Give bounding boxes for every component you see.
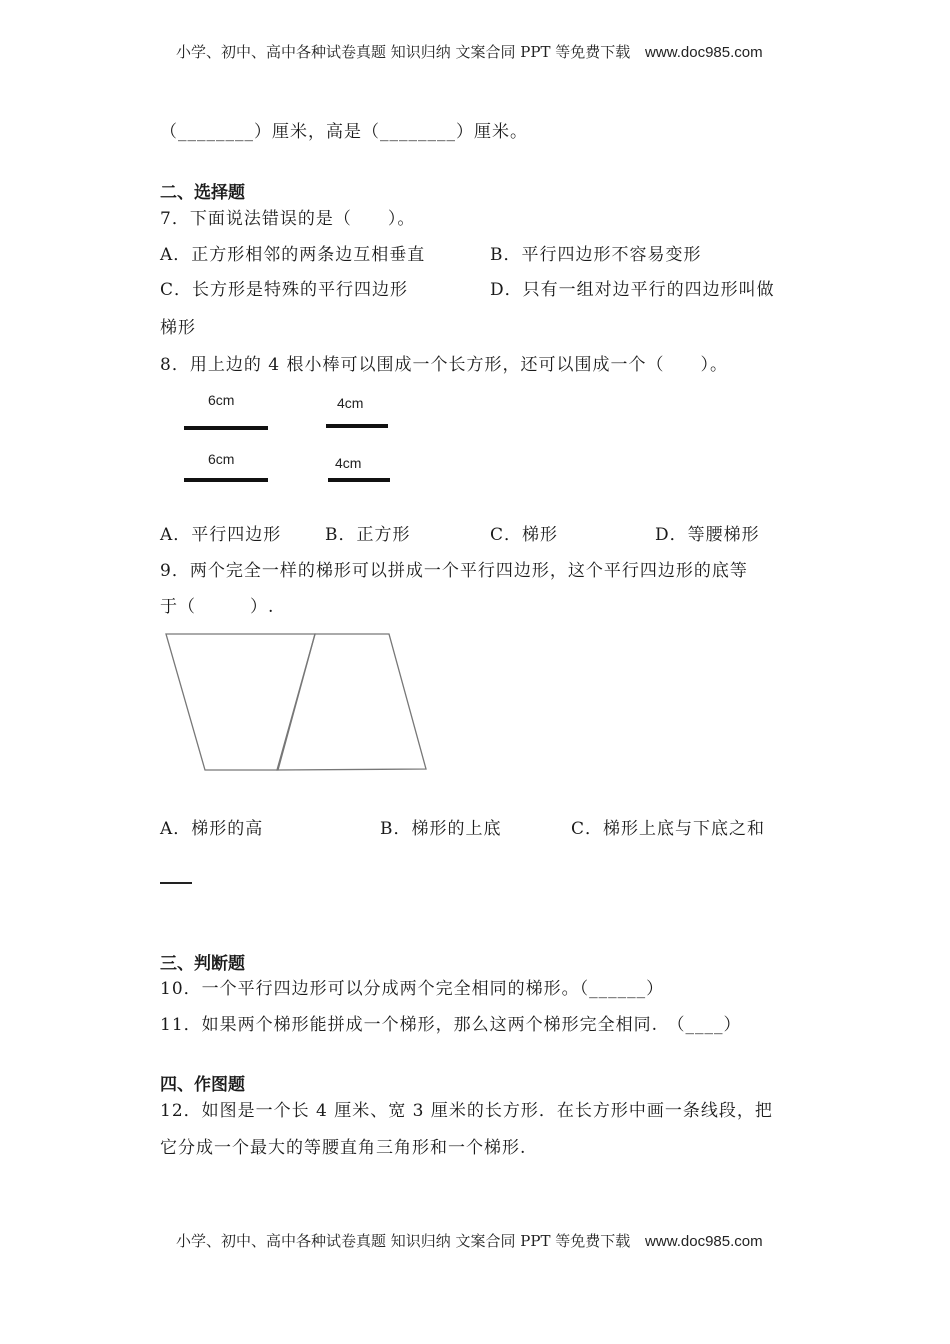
stick-label: 4cm (337, 395, 364, 411)
stick-label: 4cm (335, 455, 362, 471)
q9-stem-line2: 于（ ）. (160, 597, 275, 617)
two-trapezoids-figure (160, 628, 435, 778)
q11-statement: 11．如果两个梯形能拼成一个梯形，那么这两个梯形完全相同. （____） (160, 1015, 742, 1035)
q12-line2: 它分成一个最大的等腰直角三角形和一个梯形. (160, 1138, 527, 1158)
header-url[interactable]: www.doc985.com (645, 44, 763, 61)
q9-option-b: B．梯形的上底 (380, 819, 502, 839)
continued-question-line: （________）厘米，高是（________）厘米。 (160, 122, 528, 142)
q9-stem-line1: 9．两个完全一样的梯形可以拼成一个平行四边形，这个平行四边形的底等 (160, 561, 748, 581)
q8-stem: 8．用上边的 4 根小棒可以围成一个长方形，还可以围成一个（ ）。 (160, 355, 728, 375)
q9-option-c: C．梯形上底与下底之和 (571, 819, 766, 839)
short-rule (160, 882, 192, 884)
page-footer (176, 1230, 763, 1251)
q7-option-d: D．只有一组对边平行的四边形叫做 (490, 280, 775, 300)
trapezoid-left (166, 634, 315, 770)
stick (184, 426, 268, 430)
stick (184, 478, 268, 482)
header-text: 小学、初中、高中各种试卷真题 知识归纳 文案合同 PPT 等免费下载 (176, 43, 631, 61)
section-title-drawing: 四、作图题 (160, 1075, 245, 1095)
stick (326, 424, 388, 428)
q7-stem: 7．下面说法错误的是（ ）。 (160, 209, 416, 229)
section-title-choice: 二、选择题 (160, 183, 245, 203)
q7-option-d-continued: 梯形 (160, 318, 196, 338)
q9-option-a: A．梯形的高 (160, 819, 264, 839)
stick-label: 6cm (208, 392, 235, 408)
q7-option-b: B．平行四边形不容易变形 (490, 245, 702, 265)
page-header (176, 41, 763, 62)
trapezoid-right (277, 634, 426, 770)
section-title-judgement: 三、判断题 (160, 954, 245, 974)
q7-option-a: A．正方形相邻的两条边互相垂直 (160, 245, 426, 265)
stick (328, 478, 390, 482)
q12-line1: 12．如图是一个长 4 厘米、宽 3 厘米的长方形．在长方形中画一条线段，把 (160, 1101, 773, 1121)
q8-option-c: C．梯形 (490, 525, 559, 545)
q8-option-d: D．等腰梯形 (655, 525, 760, 545)
footer-url[interactable]: www.doc985.com (645, 1233, 763, 1250)
q10-statement: 10．一个平行四边形可以分成两个完全相同的梯形。（______） (160, 979, 665, 999)
q8-option-b: B．正方形 (325, 525, 411, 545)
stick-label: 6cm (208, 451, 235, 467)
footer-text: 小学、初中、高中各种试卷真题 知识归纳 文案合同 PPT 等免费下载 (176, 1232, 631, 1250)
q7-option-c: C．长方形是特殊的平行四边形 (160, 280, 409, 300)
q8-option-a: A．平行四边形 (160, 525, 282, 545)
